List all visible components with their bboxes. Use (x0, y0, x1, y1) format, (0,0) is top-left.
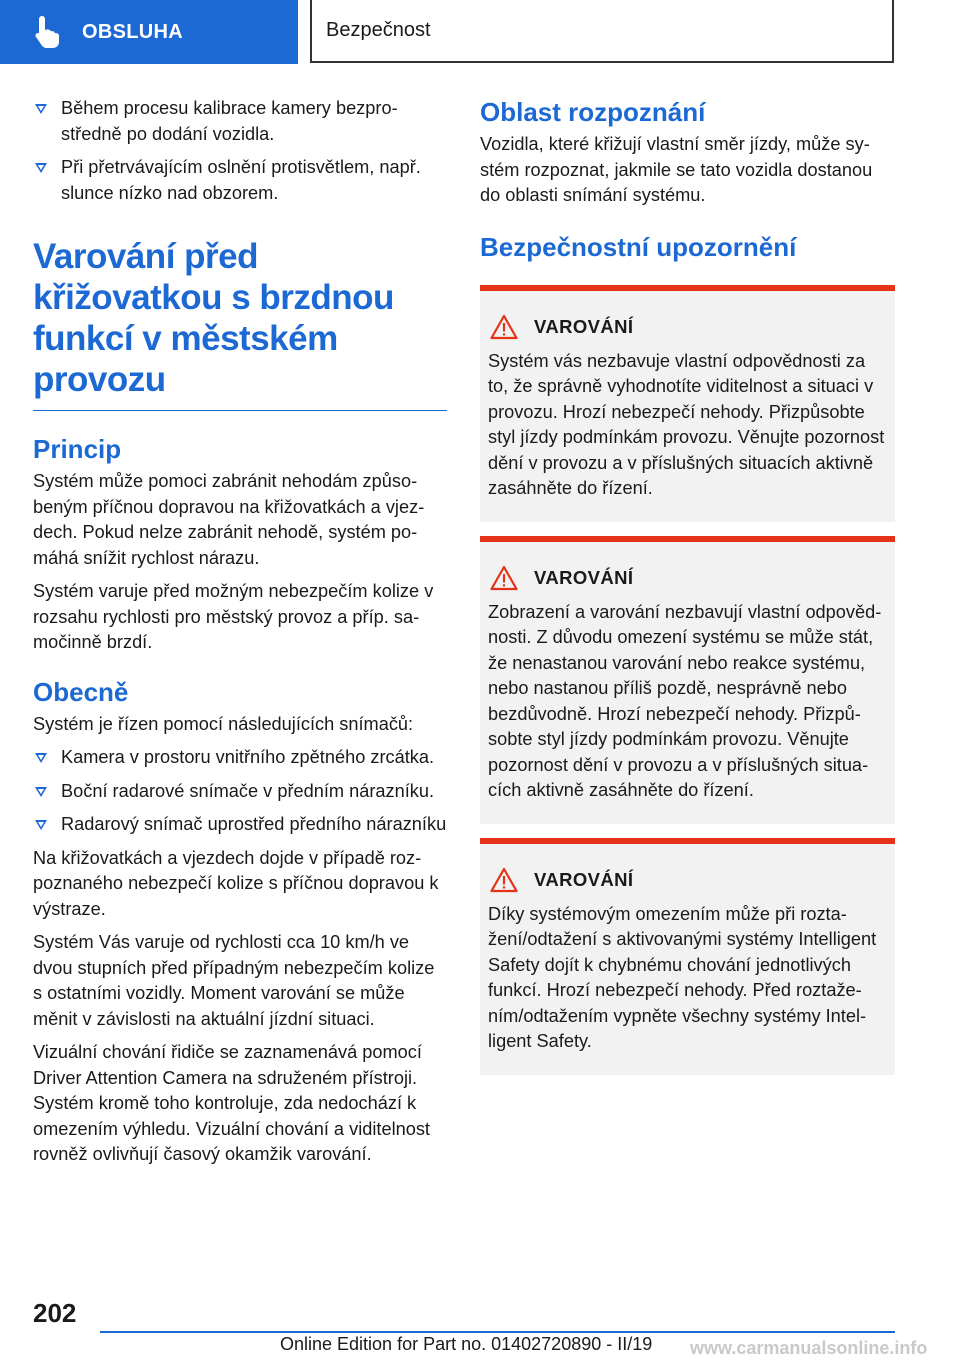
footer-divider (100, 1331, 895, 1333)
warning-box (480, 536, 895, 824)
triangle-bullet-icon (35, 787, 47, 797)
edition-text: Online Edition for Part no. 01402720890 - II/19 (280, 1334, 653, 1354)
list-item: Během procesu kalibrace kamery bezprostředně po dodání vozidla. (33, 96, 447, 147)
left-column (33, 96, 447, 1176)
breadcrumb (310, 0, 894, 63)
page-number: 202 (33, 1298, 77, 1328)
oblast-heading: Oblast rozpoznání (480, 97, 706, 127)
tab-label: OBSLUHA (82, 20, 183, 43)
intro-bullet-list (33, 96, 447, 206)
list-item: Kamera v prostoru vnitřního zpětného zrcátka. (33, 745, 447, 771)
watermark-text: www.carmanualsonline.info (690, 1338, 928, 1358)
warning-triangle-icon (490, 867, 518, 893)
triangle-bullet-icon (35, 820, 47, 830)
warning-text: Zobrazení a varování nezbavují vlastní odpovědnosti. Z důvodu omezení systému se může stát, že nenastanou varování nebo reakce systému, nebo nastanou příliš pozdě, nesprávně nebo bezdůvodně. Hrozí nebezpečí nehody. Přizpůsobte styl jízdy podmínkám provozu. Věnujte pozornost dění v provozu a v příslušných situacích aktivně zasáhněte do řízení. (488, 601, 882, 800)
warning-box (480, 838, 895, 1075)
obecne-paragraph: Vizuální chování řidiče se zaznamenává pomocí Driver Attention Camera na sdruženém přístroji. Systém kromě toho kontroluje, zda nedochází k omezením výhledu. Vizuální chování a viditelnost rovněž ovlivňují časový okamžik varování. (33, 1042, 430, 1164)
right-column (480, 96, 895, 1089)
warning-title: VAROVÁNÍ (534, 868, 634, 890)
obecne-paragraph: Na křižovatkách a vjezdech dojde v případě rozpoznaného nebezpečí kolize s příčnou dopravou k výstraze. (33, 847, 439, 919)
safety-heading: Bezpečnostní upozornění (480, 231, 797, 262)
princip-heading: Princip (33, 434, 122, 464)
warning-text: Díky systémovým omezením může při roztažení/odtažení s aktivovanými systémy Intelligent Safety dojít k chybnému chování jednotlivých funkcí. Hrozí nebezpečí nehody. Před roztažením/odtažením vypněte všechny systémy Intelligent Safety. (488, 903, 877, 1051)
sensor-bullet-list (33, 745, 447, 838)
princip-paragraph: Systém může pomoci zabránit nehodám způsobeným příčnou dopravou na křižovatkách a vjezdech. Pokud nelze zabránit nehodě, systém pomáhá snížit rychlost nárazu. (33, 471, 425, 568)
obecne-paragraph: Systém Vás varuje od rychlosti cca 10 km/h ve dvou stupních před případným nebezpečím kolize s ostatními vozidly. Moment varování se může měnit v závislosti na aktuální jízdní situaci. (33, 932, 435, 1029)
breadcrumb-label: Bezpečnost (326, 19, 431, 41)
obecne-intro: Systém je řízen pomocí následujících snímačů: (33, 713, 414, 734)
section-divider (33, 410, 447, 411)
princip-paragraph: Systém varuje před možným nebezpečím kolize v rozsahu rychlosti pro městský provoz a příp. samočinně brzdí. (33, 581, 434, 652)
obecne-heading: Obecně (33, 676, 129, 707)
warning-triangle-icon (490, 314, 518, 340)
triangle-bullet-icon (35, 163, 47, 173)
oblast-paragraph: Vozidla, které křižují vlastní směr jízdy, může systém rozpoznat, jakmile se tato vozidla dostanou do oblasti snímání systému. (480, 134, 873, 205)
hand-pointer-icon (28, 12, 68, 52)
list-item: Boční radarové snímače v předním nárazníku. (33, 779, 447, 805)
warning-title: VAROVÁNÍ (534, 315, 634, 337)
section-title: Varování před křižovatkou s brzdnou funkcí v městském provozu (33, 237, 394, 399)
list-item: Radarový snímač uprostřed předního nárazníku (33, 812, 447, 838)
warning-title: VAROVÁNÍ (534, 566, 634, 588)
triangle-bullet-icon (35, 104, 47, 114)
warning-text: Systém vás nezbavuje vlastní odpovědnosti za to, že správně vyhodnotíte viditelnost a situaci v provozu. Hrozí nebezpečí nehody. Přizpůsobte styl jízdy podmínkám provozu. Věnujte pozornost dění v provozu a v příslušných situacích aktivně zasáhněte do řízení. (488, 350, 885, 498)
list-item: Při přetrvávajícím oslnění protisvětlem, např. slunce nízko nad obzorem. (33, 155, 447, 206)
warning-triangle-icon (490, 565, 518, 591)
section-tab[interactable] (0, 0, 298, 64)
triangle-bullet-icon (35, 753, 47, 763)
warning-box (480, 285, 895, 522)
